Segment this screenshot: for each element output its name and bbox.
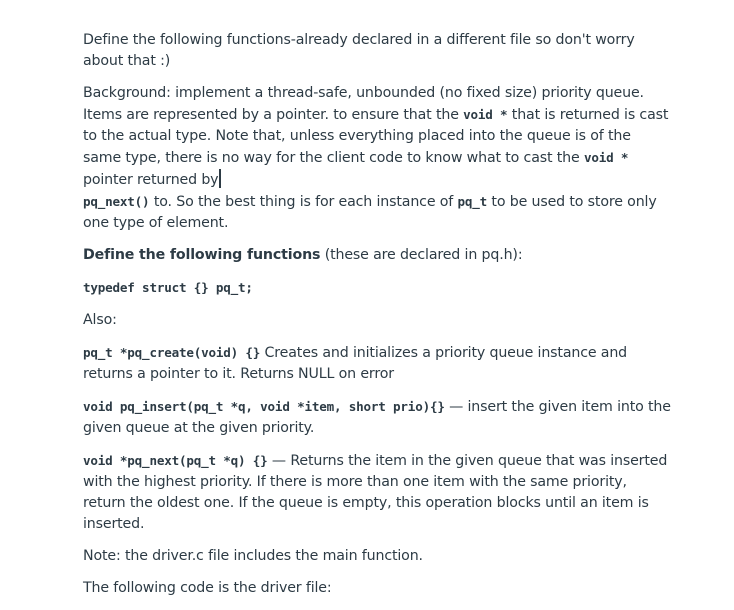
pq-next-description: — Returns the item in the given queue that was inserted with the highest priority. If there is more than one item with the same priority, return the oldest one. If the queue is empty, this operation blocks until an item is inserted. (83, 453, 668, 532)
background-text-4: to. So the best thing is for each instance of (149, 194, 458, 210)
pq-next-code: pq_next() (83, 194, 150, 209)
background-paragraph (83, 83, 673, 234)
define-bold: Define the following functions (83, 247, 321, 263)
function-pq-create (83, 342, 673, 385)
background-text-1: Background: implement a thread-safe, unbounded (no fixed size) priority queue. Items are represented by a pointer. to ensure that the (83, 85, 644, 123)
pq-next-signature: void *pq_next(pq_t *q) {} (83, 453, 268, 468)
note-paragraph: Note: the driver.c file includes the main function. (83, 548, 423, 564)
define-rest: (these are declared in pq.h): (320, 247, 523, 263)
driver-intro: The following code is the driver file: (83, 580, 332, 596)
typedef-line (83, 277, 673, 299)
function-pq-next (83, 450, 673, 535)
void-pointer-code-2: void * (583, 150, 629, 165)
pq-create-signature: pq_t *pq_create(void) {} (83, 345, 261, 360)
pq-insert-description: — insert the given item into the given queue at the given priority. (83, 399, 671, 436)
typedef-code: typedef struct {} pq_t; (83, 280, 253, 295)
background-text-5: to be used to store only one type of element. (83, 194, 657, 231)
pq-t-code: pq_t (457, 194, 488, 209)
pq-create-description: Creates and initializes a priority queue instance and returns a pointer to it. Returns NULL on error (83, 345, 628, 382)
document-body (83, 30, 673, 610)
intro-paragraph: Define the following functions-already declared in a different file so don't worry about that :) (83, 32, 635, 69)
also-label: Also: (83, 312, 117, 328)
void-pointer-code-1: void * (463, 107, 508, 122)
text-cursor (219, 169, 221, 188)
background-text-3: pointer returned by (83, 172, 219, 188)
function-pq-insert (83, 396, 673, 439)
pq-insert-signature: void pq_insert(pq_t *q, void *item, short prio){} (83, 399, 445, 414)
define-heading (83, 245, 673, 266)
background-text-2: that is returned is cast to the actual type. Note that, unless everything placed into the queue is of the same type, there is no way for the client code to know what to cast the (83, 107, 669, 166)
